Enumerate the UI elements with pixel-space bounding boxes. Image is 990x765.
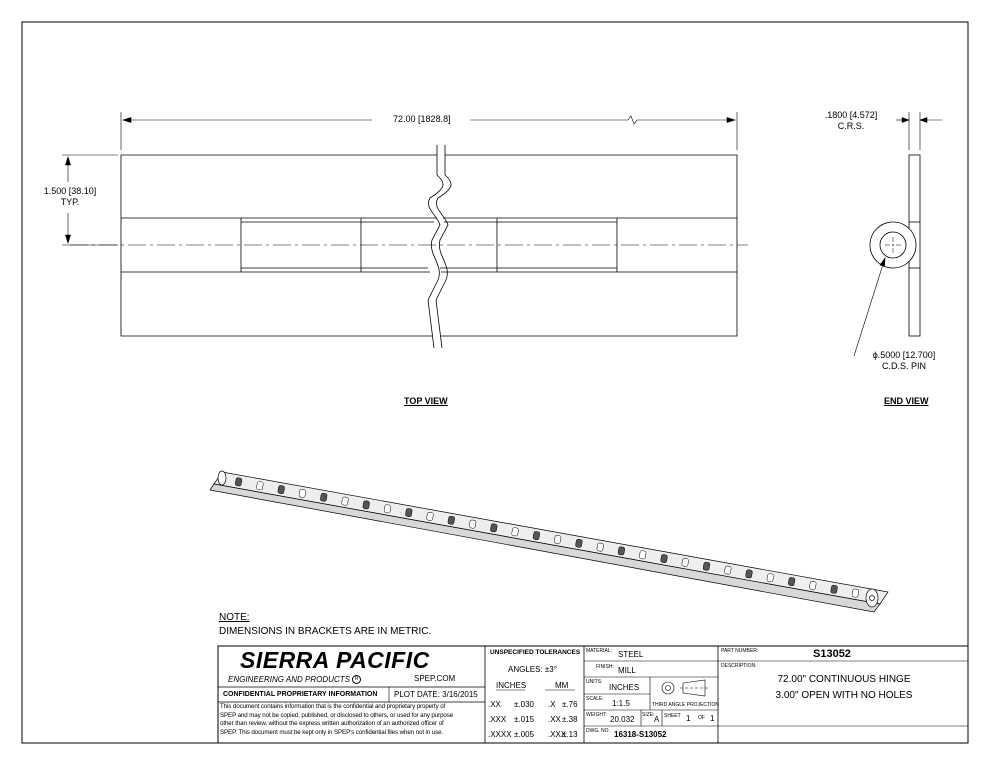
tolerance-row: .XXX ±.015 .XX±.38 xyxy=(488,715,578,724)
company-logo: SIERRA PACIFIC xyxy=(240,647,430,673)
crs-dim: .1800 [4.572] C.R.S. xyxy=(824,110,878,131)
part-number: S13052 xyxy=(813,648,851,660)
iso-knuckle xyxy=(724,566,731,575)
iso-knuckle xyxy=(490,523,497,532)
scale-value: 1:1.5 xyxy=(612,699,630,708)
description-line-2: 3.00" OPEN WITH NO HOLES xyxy=(775,690,913,701)
iso-knuckle xyxy=(320,493,327,502)
iso-knuckle xyxy=(767,573,774,582)
weight-value: 20.032 xyxy=(610,715,635,724)
dwg-number: 16318-S13052 xyxy=(614,730,667,739)
company-subtitle: ENGINEERING AND PRODUCTS R xyxy=(228,675,361,684)
iso-knuckle xyxy=(575,539,582,548)
iso-knuckle xyxy=(426,512,433,521)
units-label: UNITS: xyxy=(586,679,603,685)
iso-knuckle xyxy=(278,485,285,494)
iso-knuckle xyxy=(363,500,370,509)
registered-icon: R xyxy=(352,675,361,684)
end-view-drawing xyxy=(870,155,920,336)
sheet-value: 1 xyxy=(686,714,691,723)
iso-knuckle xyxy=(682,558,689,567)
tolerances-heading: UNSPECIFIED TOLERANCES xyxy=(490,649,581,656)
iso-knuckle xyxy=(852,589,859,598)
confidential-text: This document contains information that is the confidential and proprietary property of SPEP and may not be copied, published, or disclosed to others, or used for any purpose other than review, without the express written authorization of an authorized officer of SPEP. This document must be kept only in SPEP's confidential files when not in use. xyxy=(220,703,454,736)
width-dim: 1.500 [38.10] TYP. xyxy=(43,186,97,207)
length-dim: 72.00 [1828.8] xyxy=(393,114,451,124)
iso-knuckle xyxy=(597,543,604,552)
size-value: A xyxy=(654,715,660,724)
note-text: DIMENSIONS IN BRACKETS ARE IN METRIC. xyxy=(219,626,432,637)
iso-knuckle xyxy=(533,531,540,540)
iso-knuckle xyxy=(830,585,837,594)
iso-knuckle xyxy=(745,569,752,578)
units-value: INCHES xyxy=(609,683,640,692)
note-heading: NOTE: xyxy=(219,612,250,623)
of-label: OF xyxy=(698,715,705,721)
finish-label: FINISH: xyxy=(596,664,614,670)
iso-knuckle xyxy=(384,504,391,513)
iso-knuckle xyxy=(299,489,306,498)
top-view-label: TOP VIEW xyxy=(404,396,448,406)
material-value: STEEL xyxy=(618,650,644,659)
third-angle-projection-icon xyxy=(662,680,708,696)
iso-knuckle xyxy=(405,508,412,517)
projection-label: THIRD ANGLE PROJECTION xyxy=(652,702,719,708)
description-label: DESCRIPTION: xyxy=(721,663,757,669)
scale-label: SCALE: xyxy=(586,696,604,702)
part-number-label: PART NUMBER: xyxy=(721,648,759,654)
iso-knuckle xyxy=(554,535,561,544)
crs-dimension-lines xyxy=(896,112,942,150)
end-view-label: END VIEW xyxy=(884,396,929,406)
size-label: SIZE: xyxy=(642,712,655,718)
confidential-heading: CONFIDENTIAL PROPRIETARY INFORMATION xyxy=(223,691,378,698)
sheet-label: SHEET xyxy=(664,713,681,719)
material-label: MATERIAL: xyxy=(586,648,613,654)
company-website: SPEP.COM xyxy=(414,674,456,683)
isometric-hinge xyxy=(210,471,888,612)
tolerances-inches-header: INCHES xyxy=(496,681,527,690)
description-line-1: 72.00" CONTINUOUS HINGE xyxy=(777,674,911,685)
finish-value: MILL xyxy=(618,666,636,675)
iso-knuckle xyxy=(660,554,667,563)
iso-knuckle xyxy=(639,550,646,559)
iso-knuckle xyxy=(511,527,518,536)
iso-knuckle xyxy=(809,581,816,590)
tolerance-row: .XX ±.030 .X ±.76 xyxy=(488,700,578,709)
tolerance-row: .XXXX ±.005 .XXX±.13 xyxy=(488,730,578,739)
tolerances-angles: ANGLES: ±3° xyxy=(508,665,557,674)
pin-dim: ϕ.5000 [12.700] C.D.S. PIN xyxy=(872,350,936,371)
iso-knuckle xyxy=(235,477,242,486)
plot-date: PLOT DATE: 3/16/2015 xyxy=(394,690,478,699)
iso-knuckle xyxy=(256,481,263,490)
dwg-label: DWG. NO. xyxy=(586,728,610,734)
iso-knuckle xyxy=(703,562,710,571)
pin-leader xyxy=(854,258,885,356)
tolerances-mm-header: MM xyxy=(555,681,569,690)
iso-knuckle xyxy=(341,497,348,506)
top-view-drawing xyxy=(121,145,737,348)
tolerances-table xyxy=(488,697,578,742)
iso-knuckle xyxy=(618,546,625,555)
sheet-total: 1 xyxy=(710,714,715,723)
iso-knuckle xyxy=(788,577,795,586)
iso-knuckle xyxy=(448,516,455,525)
iso-knuckle xyxy=(469,520,476,529)
weight-label: WEIGHT: xyxy=(586,712,607,718)
